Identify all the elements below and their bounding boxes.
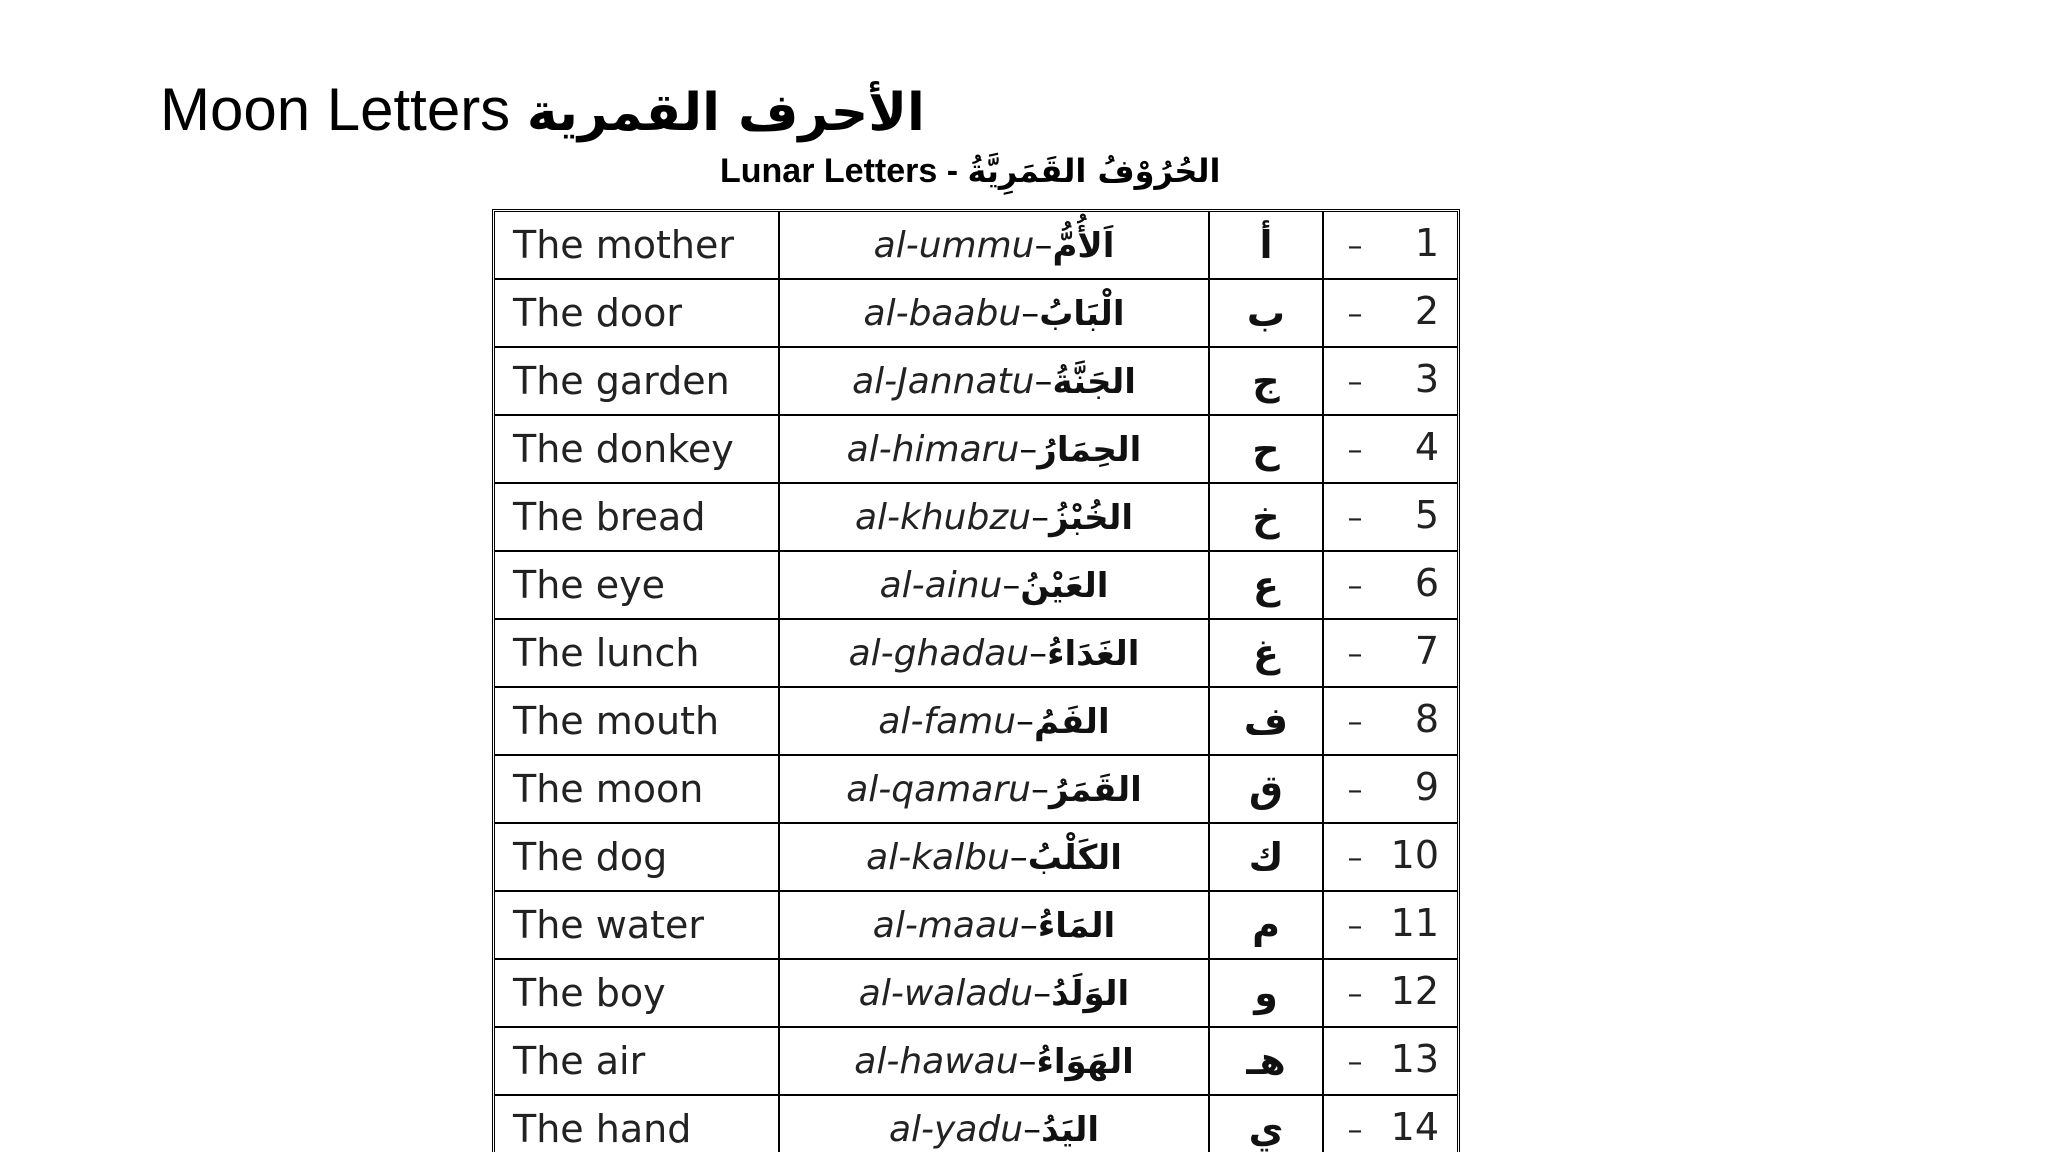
number-dash: – [1347, 705, 1363, 740]
arabic-letter-cell: م [1209, 891, 1323, 959]
row-number-cell [1323, 755, 1457, 823]
arabic-word: العَيْنُ [1020, 565, 1109, 606]
separator-dash: – [1002, 564, 1021, 606]
arabic-word: الحِمَارُ [1037, 429, 1142, 470]
number-dash: – [1347, 569, 1363, 604]
number-dash: – [1347, 297, 1363, 332]
slide-title [160, 70, 925, 153]
row-number: 12 [1390, 969, 1439, 1013]
table-row [495, 823, 1457, 891]
separator-dash: – [1021, 292, 1040, 334]
transliteration-cell [779, 1027, 1209, 1095]
arabic-word: الْبَابُ [1039, 293, 1125, 334]
transliteration-text: al-kalbu [866, 836, 1010, 878]
arabic-word: الفَمُ [1034, 701, 1110, 742]
transliteration-text: al-khubzu [854, 496, 1032, 538]
english-meaning-cell: The garden [495, 347, 779, 415]
row-number: 8 [1414, 697, 1439, 741]
moon-letters-grid [495, 212, 1457, 1152]
row-number-cell [1323, 1027, 1457, 1095]
transliteration-text: al-qamaru [846, 768, 1031, 810]
transliteration-text: al-hawau [854, 1040, 1019, 1082]
transliteration-cell [779, 347, 1209, 415]
transliteration-text: al-maau [872, 904, 1020, 946]
english-meaning-cell: The door [495, 279, 779, 347]
table-heading [720, 146, 1240, 196]
transliteration-text: al-ghadau [848, 632, 1030, 674]
row-number-cell [1323, 1095, 1457, 1152]
transliteration-text: al-yadu [888, 1108, 1024, 1150]
separator-dash: – [1029, 632, 1048, 674]
english-meaning-cell: The dog [495, 823, 779, 891]
separator-dash: – [1009, 836, 1028, 878]
separator-dash: – [1034, 360, 1053, 402]
arabic-letter-cell: ق [1209, 755, 1323, 823]
transliteration-cell [779, 619, 1209, 687]
number-dash: – [1347, 501, 1363, 536]
transliteration-text: al-waladu [858, 972, 1034, 1014]
english-meaning-cell: The donkey [495, 415, 779, 483]
number-dash: – [1347, 433, 1363, 468]
row-number-cell [1323, 551, 1457, 619]
english-meaning-cell: The boy [495, 959, 779, 1027]
english-meaning-cell: The bread [495, 483, 779, 551]
table-row [495, 1027, 1457, 1095]
table-heading-latin: Lunar Letters - [720, 152, 959, 190]
table-row [495, 755, 1457, 823]
row-number: 4 [1414, 425, 1439, 469]
number-dash: – [1347, 1113, 1363, 1148]
row-number: 3 [1414, 357, 1439, 401]
arabic-letter-cell: ح [1209, 415, 1323, 483]
transliteration-cell [779, 823, 1209, 891]
row-number-cell [1323, 891, 1457, 959]
row-number-cell [1323, 415, 1457, 483]
table-row [495, 483, 1457, 551]
slide-title-latin: Moon Letters [160, 76, 511, 143]
table-row [495, 1095, 1457, 1152]
arabic-word: الغَدَاءُ [1047, 633, 1140, 674]
transliteration-cell [779, 279, 1209, 347]
transliteration-cell [779, 212, 1209, 279]
arabic-word: الهَوَاءُ [1036, 1041, 1134, 1082]
number-dash: – [1347, 909, 1363, 944]
table-row [495, 551, 1457, 619]
english-meaning-cell: The eye [495, 551, 779, 619]
table-row [495, 687, 1457, 755]
transliteration-text: al-Jannatu [852, 360, 1035, 402]
row-number-cell [1323, 212, 1457, 279]
transliteration-text: al-ummu [873, 224, 1035, 266]
table-row [495, 959, 1457, 1027]
row-number: 14 [1390, 1105, 1439, 1149]
separator-dash: – [1033, 972, 1052, 1014]
arabic-word: الخُبْزُ [1049, 497, 1134, 538]
number-dash: – [1347, 773, 1363, 808]
number-dash: – [1347, 977, 1363, 1012]
arabic-letter-cell: هـ [1209, 1027, 1323, 1095]
arabic-word: الجَنَّةُ [1052, 361, 1136, 402]
table-row [495, 279, 1457, 347]
number-dash: – [1347, 637, 1363, 672]
table-row [495, 891, 1457, 959]
separator-dash: – [1023, 1108, 1042, 1150]
english-meaning-cell: The lunch [495, 619, 779, 687]
table-heading-arabic: الحُرُوْفُ القَمَرِيَّةُ [967, 152, 1221, 190]
table-row [495, 347, 1457, 415]
table-row [495, 415, 1457, 483]
row-number: 13 [1390, 1037, 1439, 1081]
separator-dash: – [1019, 904, 1038, 946]
number-dash: – [1347, 1045, 1363, 1080]
transliteration-cell [779, 551, 1209, 619]
number-dash: – [1347, 365, 1363, 400]
english-meaning-cell: The mouth [495, 687, 779, 755]
transliteration-text: al-famu [878, 700, 1017, 742]
transliteration-cell [779, 959, 1209, 1027]
separator-dash: – [1034, 224, 1053, 266]
arabic-word: المَاءُ [1037, 905, 1116, 946]
table-body [495, 212, 1457, 1152]
arabic-letter-cell: ب [1209, 279, 1323, 347]
separator-dash: – [1031, 496, 1050, 538]
table-row [495, 619, 1457, 687]
separator-dash: – [1019, 428, 1038, 470]
arabic-word: الكَلْبُ [1027, 837, 1122, 878]
slide-title-arabic: الأحرف القمرية [526, 83, 925, 143]
row-number: 2 [1414, 289, 1439, 333]
transliteration-cell [779, 415, 1209, 483]
transliteration-cell [779, 687, 1209, 755]
transliteration-cell [779, 891, 1209, 959]
moon-letters-table [492, 209, 1460, 1152]
transliteration-cell [779, 483, 1209, 551]
row-number-cell [1323, 959, 1457, 1027]
separator-dash: – [1030, 768, 1049, 810]
arabic-letter-cell: ك [1209, 823, 1323, 891]
row-number: 6 [1414, 561, 1439, 605]
row-number-cell [1323, 279, 1457, 347]
row-number-cell [1323, 619, 1457, 687]
english-meaning-cell: The moon [495, 755, 779, 823]
arabic-letter-cell: أ [1209, 212, 1323, 279]
arabic-letter-cell: غ [1209, 619, 1323, 687]
arabic-word: القَمَرُ [1048, 769, 1142, 810]
row-number: 9 [1414, 765, 1439, 809]
english-meaning-cell: The hand [495, 1095, 779, 1152]
english-meaning-cell: The water [495, 891, 779, 959]
separator-dash: – [1016, 700, 1035, 742]
row-number: 7 [1414, 629, 1439, 673]
row-number-cell [1323, 347, 1457, 415]
arabic-word: الوَلَدُ [1051, 973, 1130, 1014]
english-meaning-cell: The mother [495, 212, 779, 279]
arabic-letter-cell: ي [1209, 1095, 1323, 1152]
arabic-letter-cell: خ [1209, 483, 1323, 551]
transliteration-cell [779, 1095, 1209, 1152]
transliteration-text: al-baabu [863, 292, 1022, 334]
number-dash: – [1347, 841, 1363, 876]
table-row [495, 212, 1457, 279]
row-number: 5 [1414, 493, 1439, 537]
arabic-letter-cell: ج [1209, 347, 1323, 415]
transliteration-cell [779, 755, 1209, 823]
row-number-cell [1323, 483, 1457, 551]
transliteration-text: al-himaru [846, 428, 1020, 470]
row-number-cell [1323, 687, 1457, 755]
row-number: 10 [1390, 833, 1439, 877]
arabic-letter-cell: ع [1209, 551, 1323, 619]
arabic-word: اليَدُ [1041, 1109, 1100, 1150]
row-number: 1 [1414, 221, 1439, 265]
transliteration-text: al-ainu [879, 564, 1003, 606]
arabic-letter-cell: و [1209, 959, 1323, 1027]
row-number: 11 [1390, 901, 1439, 945]
arabic-letter-cell: ف [1209, 687, 1323, 755]
separator-dash: – [1018, 1040, 1037, 1082]
row-number-cell [1323, 823, 1457, 891]
number-dash: – [1347, 229, 1363, 264]
arabic-word: اَلأُمُّ [1052, 225, 1115, 266]
english-meaning-cell: The air [495, 1027, 779, 1095]
